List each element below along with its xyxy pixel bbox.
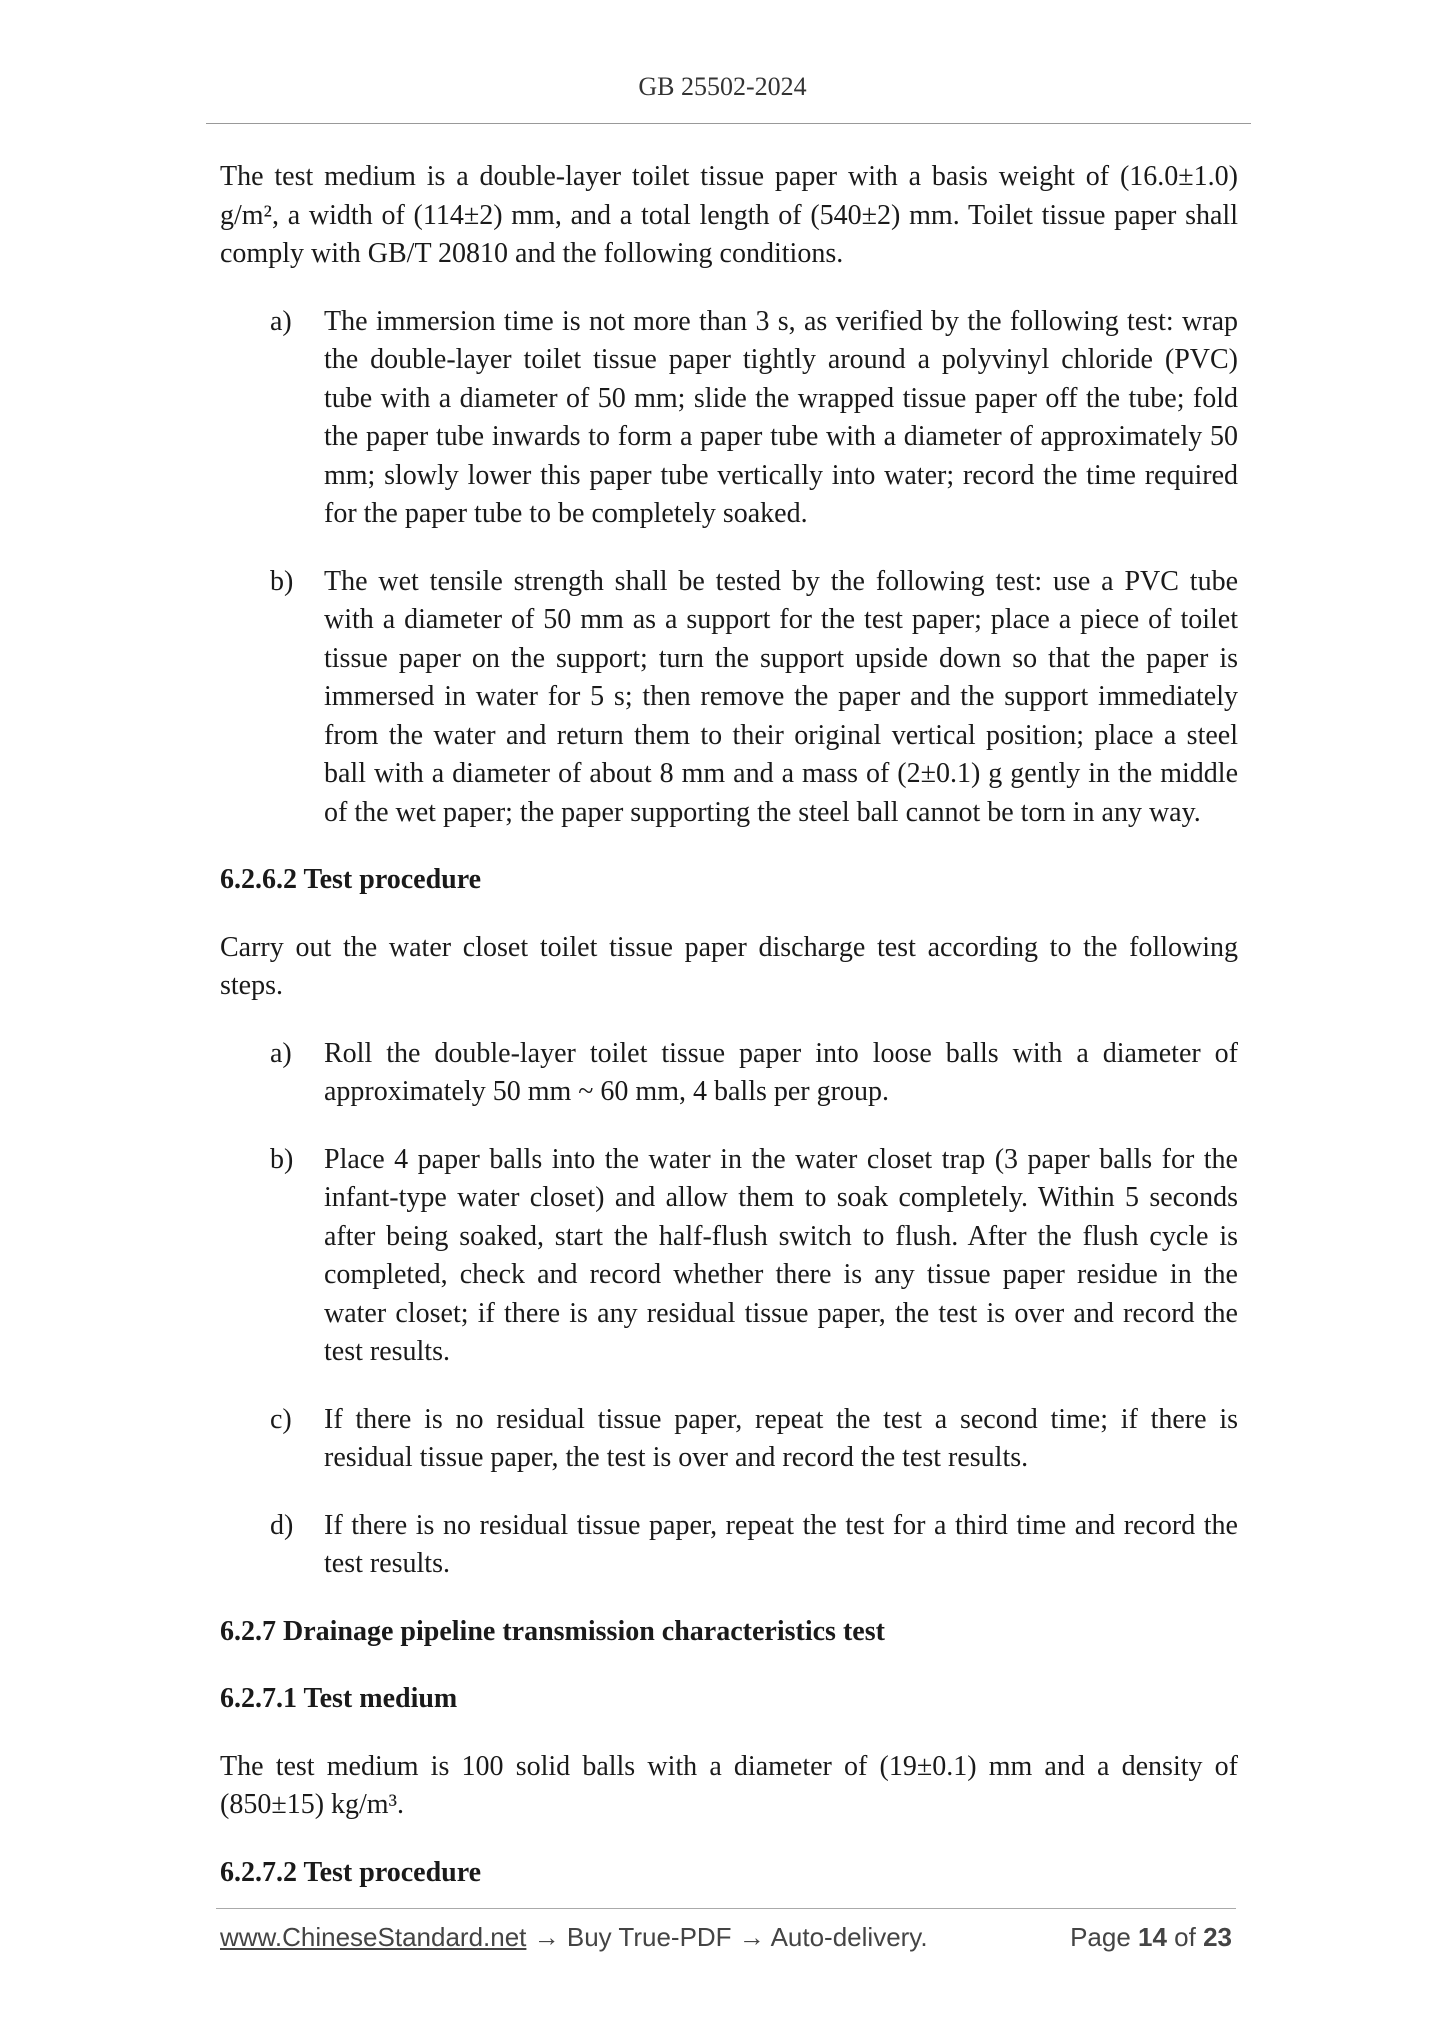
item-label: b)	[270, 1143, 294, 1175]
test-medium-paragraph: The test medium is a double-layer toilet tissue paper with a basis weight of (16.0±1.0) g/m², a width of (114±2) mm, and a total length of (540±2) mm. Toilet tissue paper shall comply with GB/T 20810 and the following conditions.	[220, 161, 1238, 269]
step-item-c	[220, 1401, 1238, 1478]
item-label: d)	[270, 1509, 294, 1541]
website-link[interactable]: www.ChineseStandard.net	[220, 1922, 527, 1952]
item-text: The wet tensile strength shall be tested by the following test: use a PVC tube with a diameter of 50 mm as a support for the test paper; place a piece of toilet tissue paper on the support; turn the support upside down so that the paper is immersed in water for 5 s; then remove the paper and the support immediately from the water and return them to their original vertical position; place a steel ball with a diameter of about 8 mm and a mass of (2±0.1) g gently in the middle of the wet paper; the paper supporting the steel ball cannot be torn in any way.	[324, 565, 1238, 828]
header-divider	[206, 123, 1251, 124]
total-pages: 23	[1203, 1922, 1232, 1952]
page-prefix: Page	[1070, 1922, 1139, 1952]
footer-divider	[216, 1908, 1236, 1909]
step-item-a	[220, 1035, 1238, 1112]
condition-item-b	[220, 563, 1238, 833]
footer-tagline: → Buy True-PDF → Auto-delivery.	[526, 1922, 928, 1952]
step-item-d	[220, 1507, 1238, 1584]
step-item-b	[220, 1141, 1238, 1372]
section-heading-6262: 6.2.6.2 Test procedure	[220, 864, 482, 895]
section-heading-6271: 6.2.7.1 Test medium	[220, 1683, 458, 1714]
solid-balls-paragraph: The test medium is 100 solid balls with a diameter of (19±0.1) mm and a density of (850±15) kg/m³.	[220, 1750, 1238, 1820]
item-text: If there is no residual tissue paper, repeat the test a second time; if there is residual tissue paper, the test is over and record the test results.	[324, 1403, 1238, 1473]
page-of: of	[1166, 1922, 1204, 1952]
item-text: If there is no residual tissue paper, repeat the test for a third time and record the test results.	[324, 1509, 1238, 1579]
procedure-intro-paragraph: Carry out the water closet toilet tissue paper discharge test according to the following steps.	[220, 931, 1238, 1001]
item-text: Roll the double-layer toilet tissue paper into loose balls with a diameter of approximately 50 mm ~ 60 mm, 4 balls per group.	[324, 1037, 1238, 1107]
item-label: a)	[270, 305, 292, 337]
footer-promo	[220, 1922, 928, 1953]
page-number	[1070, 1922, 1232, 1953]
item-label: a)	[270, 1037, 292, 1069]
item-text: The immersion time is not more than 3 s, as verified by the following test: wrap the double-layer toilet tissue paper tightly around a polyvinyl chloride (PVC) tube with a diameter of 50 mm; slide the wrapped tissue paper off the tube; fold the paper tube inwards to form a paper tube with a diameter of approximately 50 mm; slowly lower this paper tube vertically into water; record the time required for the paper tube to be completely soaked.	[324, 305, 1238, 529]
item-label: c)	[270, 1403, 292, 1435]
current-page: 14	[1138, 1922, 1167, 1952]
section-heading-627: 6.2.7 Drainage pipeline transmission characteristics test	[220, 1615, 885, 1647]
item-label: b)	[270, 565, 294, 597]
page-body	[220, 158, 1238, 1921]
document-header: GB 25502-2024	[638, 72, 807, 101]
condition-item-a	[220, 303, 1238, 534]
item-text: Place 4 paper balls into the water in the water closet trap (3 paper balls for the infant-type water closet) and allow them to soak completely. Within 5 seconds after being soaked, start the half-flush switch to flush. After the flush cycle is completed, check and record whether there is any tissue paper residue in the water closet; if there is any residual tissue paper, the test is over and record the test results.	[324, 1143, 1238, 1367]
page-footer	[220, 1922, 1232, 1953]
section-heading-6272: 6.2.7.2 Test procedure	[220, 1856, 482, 1888]
